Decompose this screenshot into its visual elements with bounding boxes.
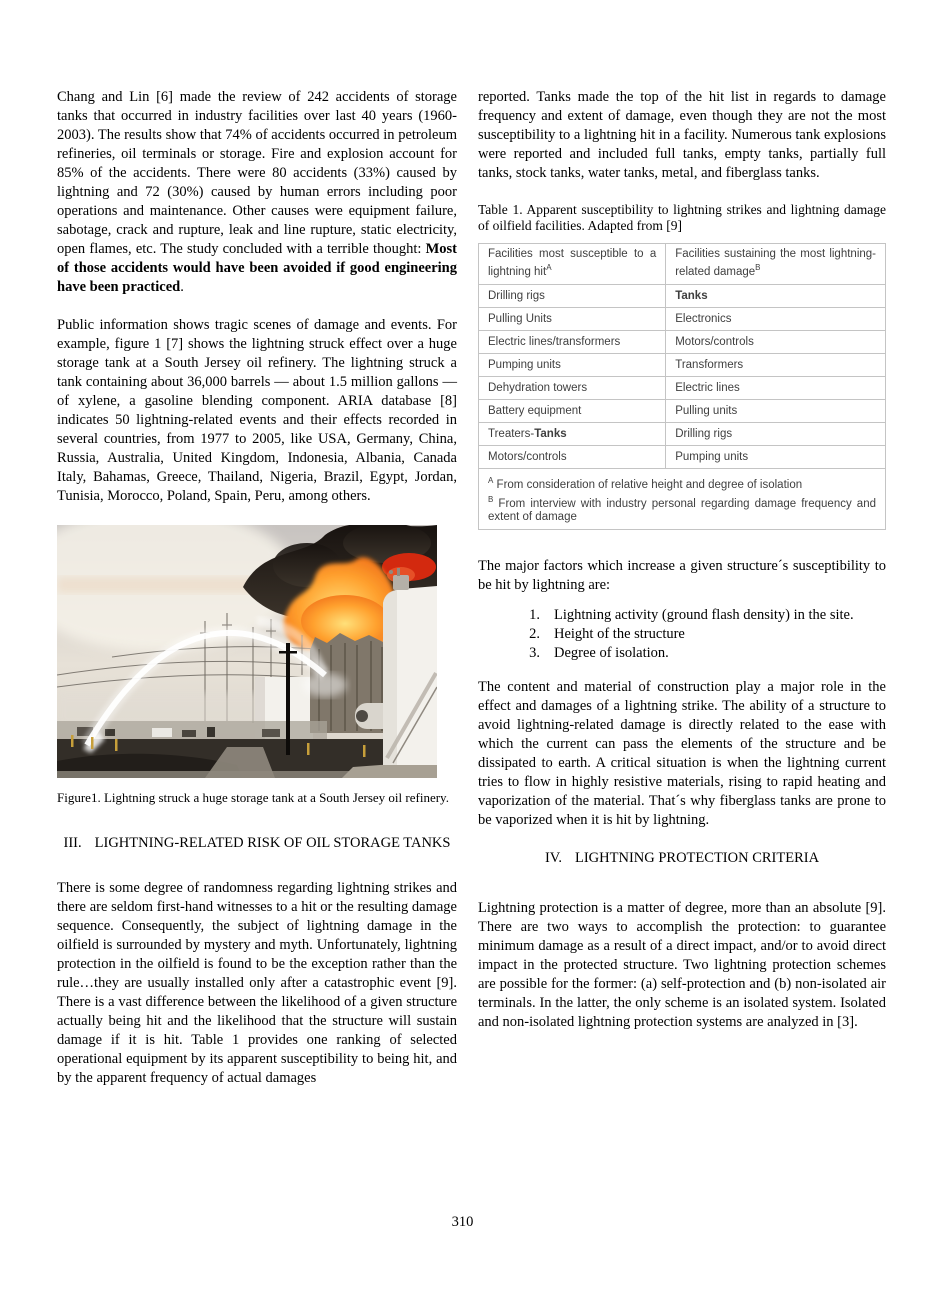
factors-list xyxy=(478,606,886,663)
list-text: Degree of isolation. xyxy=(554,645,669,662)
footnote-text: From consideration of relative height and degree of isolation xyxy=(493,478,803,491)
table-row xyxy=(479,330,886,353)
section-number: III. xyxy=(63,835,82,851)
table-cell: Motors/controls xyxy=(479,445,666,468)
section-title: LIGHTNING PROTECTION CRITERIA xyxy=(575,850,820,867)
table-cell: Drilling rigs xyxy=(479,284,666,307)
tank-vent-pipe xyxy=(397,568,400,576)
paragraph-lightning-protection: Lightning protection is a matter of degree, more than an absolute [9]. There are two ways to accomplish the protection: to guarantee minimum damage as a result of a direct impact, and/or to avoid direct impact in the protected structure. Two lightning protection schemes are possible for the former: (a) self-protection and (b) non-isolated air terminals. In the latter, the only scheme is an isolated system. Isolated and non-isolated lightning protection systems are analyzed in [3]. xyxy=(478,900,886,1031)
table-cell: Electric lines/transformers xyxy=(479,330,666,353)
paragraph-reported-tanks: reported. Tanks made the top of the hit list in regards to damage frequency and extent of damage, even though they are not the most susceptibility to a lightning hit in a facility. Numerous tank explosions were reported and included full tanks, empty tanks, partially full tanks, stock tanks, water tanks, metal, and fiberglass tanks. xyxy=(478,89,886,181)
table-row xyxy=(479,284,886,307)
tank-vent xyxy=(393,575,409,590)
figure1 xyxy=(57,525,457,778)
footnote-superscript: A xyxy=(488,475,494,485)
paragraph-bold-text: Most of those accidents would have been avoided if good engineering have been practiced xyxy=(57,241,457,295)
paragraph-text: Chang and Lin [6] made the review of 242 accidents of storage tanks that occurred in industry facilities over last 40 years (1960-2003). The results show that 74% of accidents occurred in petroleum refineries, oil terminals or storage. Fire and explosion account for 85% of the accidents. There were 80 accidents (33%) caused by lightning and 72 (30%) caused by human errors including poor operations and maintenance. Other causes were equipment failure, sabotage, crack and rupture, leak and line rupture, static electricity, open flames, etc. The study concluded with a terrible thought: xyxy=(57,89,457,257)
section-iii-heading xyxy=(57,834,457,853)
table-cell: Pumping units xyxy=(666,445,886,468)
table-cell: Tanks xyxy=(666,284,886,307)
table-cell: Motors/controls xyxy=(666,330,886,353)
tank-vent-ball xyxy=(389,570,393,574)
table-row xyxy=(479,307,886,330)
table-footnote-row xyxy=(479,468,886,530)
table-cell: Electric lines xyxy=(666,376,886,399)
table-header-cell xyxy=(479,244,666,285)
list-text: Height of the structure xyxy=(554,626,685,643)
table-header-cell xyxy=(666,244,886,285)
paragraph-randomness: There is some degree of randomness regarding lightning strikes and there are seldom first-hand witnesses to a hit or the resulting damage sequence. Consequently, the subject of lightning damage in the oilfield is surrounded by mystery and myth. Unfortunately, lightning protection in the oilfield is found to be the exception rather than the rule…they are usually installed only after a catastrophic event [9]. There is a vast difference between the likelihood of a given structure actually being hit and the likelihood that the structure will sustain damage if it is hit. Table 1 provides one ranking of selected operational equipment by its apparent susceptibility to being hit, and by the apparent frequency of actual damages xyxy=(57,880,457,1086)
cylinder-cap xyxy=(356,710,368,722)
footnote-superscript: B xyxy=(488,494,494,504)
cell-bold-text: Tanks xyxy=(534,427,567,440)
footnote-a xyxy=(488,474,876,492)
table-cell: Electronics xyxy=(666,307,886,330)
paragraph-public-information: Public information shows tragic scenes of damage and events. For example, figure 1 [7] shows the lightning struck effect over a huge storage tank at a South Jersey oil refinery. The lightning struck a tank containing about 36,000 barrels — about 1.5 million gallons — of xylene, a gasoline blending component. ARIA database [8] indicates 50 lightning-related events and their effects recorded in several countries, from 1977 to 2005, like USA, Germany, China, Russia, Australia, United Kingdom, Indonesia, Albania, Canada Italy, Bahamas, Greece, Thailand, Nigeria, Brazil, Egypt, Jordan, Tunisia, Morocco, Poland, Spain, Peru, among others. xyxy=(57,317,457,504)
footnote-text: From interview with industry personal regarding damage frequency and extent of damage xyxy=(488,497,876,524)
table1-caption: Table 1. Apparent susceptibility to lightning strikes and lightning damage of oilfield facilities. Adapted from [9] xyxy=(478,202,886,233)
header-text: Facilities most susceptible to a lightning hit xyxy=(488,248,657,278)
white-tank-large xyxy=(383,568,437,765)
paragraph-text: . xyxy=(180,279,184,295)
table-row xyxy=(479,422,886,445)
right-column xyxy=(478,88,886,1051)
utility-pole xyxy=(286,643,290,755)
table-cell: Battery equipment xyxy=(479,399,666,422)
paragraph-major-factors: The major factors which increase a given structure´s susceptibility to be hit by lightning are: xyxy=(478,558,886,594)
table-row xyxy=(479,353,886,376)
cell-text: Treaters- xyxy=(488,427,535,440)
table-row xyxy=(479,445,886,468)
table-cell: Pulling units xyxy=(666,399,886,422)
pole-crossarm xyxy=(279,651,297,654)
list-number: 3. xyxy=(529,645,540,662)
figure1-caption: Figure1. Lightning struck a huge storage tank at a South Jersey oil refinery. xyxy=(57,790,449,805)
table-cell: Transformers xyxy=(666,353,886,376)
table-row xyxy=(479,376,886,399)
footnote-b xyxy=(488,493,876,525)
page-number: 310 xyxy=(451,1214,474,1230)
table-row xyxy=(479,399,886,422)
section-number: IV. xyxy=(544,850,562,867)
table-footnotes xyxy=(479,468,886,530)
table-header-row xyxy=(479,244,886,285)
left-column xyxy=(57,88,457,1107)
list-item xyxy=(478,644,886,663)
table-cell: Dehydration towers xyxy=(479,376,666,399)
list-number: 1. xyxy=(529,607,540,624)
list-item xyxy=(478,625,886,644)
header-superscript: A xyxy=(546,263,552,272)
table-cell: Pulling Units xyxy=(479,307,666,330)
figure1-photo xyxy=(57,525,437,778)
list-item xyxy=(478,606,886,625)
header-superscript: B xyxy=(755,263,761,272)
header-text: Facilities sustaining the most lightning-related damage xyxy=(675,248,876,278)
table-cell: Drilling rigs xyxy=(666,422,886,445)
list-number: 2. xyxy=(529,626,540,643)
paragraph-accident-review xyxy=(57,88,457,297)
table-cell xyxy=(479,422,666,445)
list-text: Lightning activity (ground flash density) in the site. xyxy=(554,607,854,624)
table-cell: Pumping units xyxy=(479,353,666,376)
section-iv-heading xyxy=(478,849,886,868)
section-title: LIGHTNING-RELATED RISK OF OIL STORAGE TANKS xyxy=(94,835,451,851)
susceptibility-table xyxy=(478,243,886,530)
paragraph-content-material: The content and material of construction play a major role in the effect and damages of a lightning strike. The ability of a structure to avoid lightning-related damage is directly related to the ease with which the current can pass the elements of the structure and be dissipated to earth. A critical situation is when the lightning current tries to flow in highly resistive materials, rising to rapid heating and vaporization of the material. That´s why fiberglass tanks are prone to be vaporized when it is hit by lightning. xyxy=(478,679,886,829)
